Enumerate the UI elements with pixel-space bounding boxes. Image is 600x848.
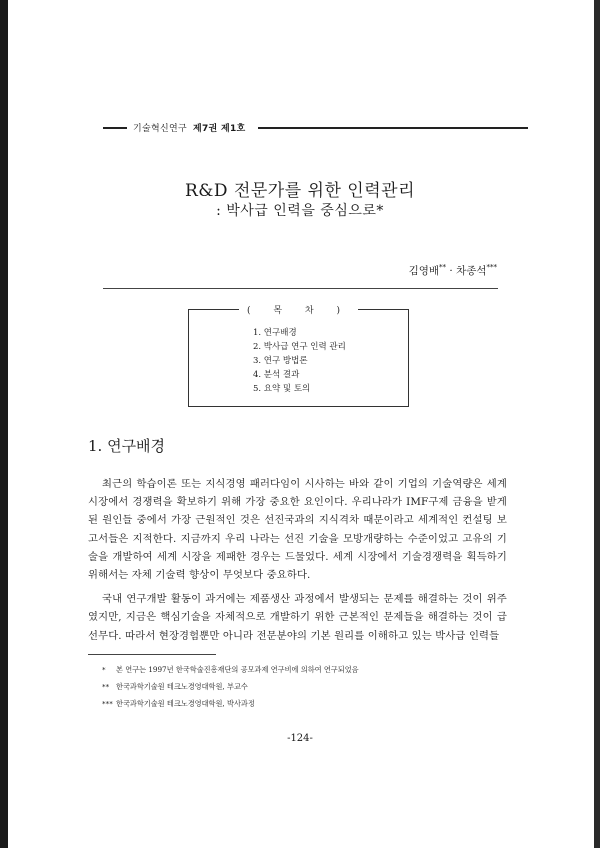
header-rule-left [103,127,127,129]
footnote-mark: * [102,665,106,674]
scan-edge-left [0,0,8,848]
footnote-text: 한국과학기술원 테크노경영대학원, 부교수 [116,682,248,691]
footnote [102,695,359,712]
journal-volume: 제7권 제1호 [192,124,246,134]
toc-item: 5. 요약 및 토의 [253,384,311,394]
author-footnote-mark: *** [486,263,497,272]
table-of-contents [188,306,409,407]
author-name: 차종석 [456,265,487,277]
paragraph: 최근의 학습이론 또는 지식경영 패러다임이 시사하는 바와 같이 기업의 기술역량은 세계 시장에서 경쟁력을 확보하기 위해 가장 중요한 요인이다. 우리나라가 IMF구제 금융을 받게 된 원인들 중에서 가장 근원적인 것은 선진국과의 지식격차 때문이라고 세계적인 컨설팅 보고서들은 지적한다. 지금까지 우리 나라는 선진 기술을 모방개량하는 수준이었고 고유의 기술을 개발하여 세계 시장을 제패한 경우는 드물었다. 세계 시장에서 기술경쟁력을 획득하기 위해서는 자체 기술력 향상이 무엇보다 중요하다. [88,478,507,582]
author-line [409,263,497,278]
footnote-mark: ** [102,682,110,691]
footnote-text: 본 연구는 1997년 한국학술진흥재단의 공모과제 연구비에 의하여 연구되었음 [116,665,359,674]
paragraph: 국내 연구개발 활동이 과거에는 제품생산 과정에서 발생되는 문제를 해결하는 것이 위주였지만, 지금은 핵심기술을 자체적으로 개발하기 위한 근본적인 문제들을 해결하는 것이 급선무다. 따라서 현장경험뿐만 아니라 전문분야의 기본 원리를 이해하고 있는 박사급 인력들 [88,593,507,642]
title-divider [103,288,498,289]
header-rule-right [258,127,528,129]
scan-edge-right [594,0,600,848]
footnote [102,661,359,678]
toc-item: 3. 연구 방법론 [253,356,308,366]
author-footnote-mark: ** [439,263,447,272]
toc-item: 1. 연구배경 [253,328,297,338]
toc-item: 4. 분석 결과 [253,370,300,380]
footnotes [102,661,359,712]
toc-title: ( 목 차 ) [239,306,358,316]
body-text [88,475,507,645]
toc-list [253,326,346,396]
running-header [103,121,528,134]
paper-title: R&D 전문가를 위한 인력관리 [185,181,415,201]
journal-name: 기술혁신연구 [133,124,187,134]
author-separator: · [446,265,457,277]
footnote [102,678,359,695]
section-heading: 1. 연구배경 [88,437,166,455]
toc-item: 2. 박사급 연구 인력 관리 [253,342,346,352]
paper-subtitle: : 박사급 인력을 중심으로* [216,203,384,219]
footnote-text: 한국과학기술원 테크노경영대학원, 박사과정 [116,699,255,708]
footnote-divider [88,654,216,655]
page-number: -124- [287,733,313,744]
footnote-mark: *** [102,699,113,708]
author-name: 김영배 [408,265,440,277]
